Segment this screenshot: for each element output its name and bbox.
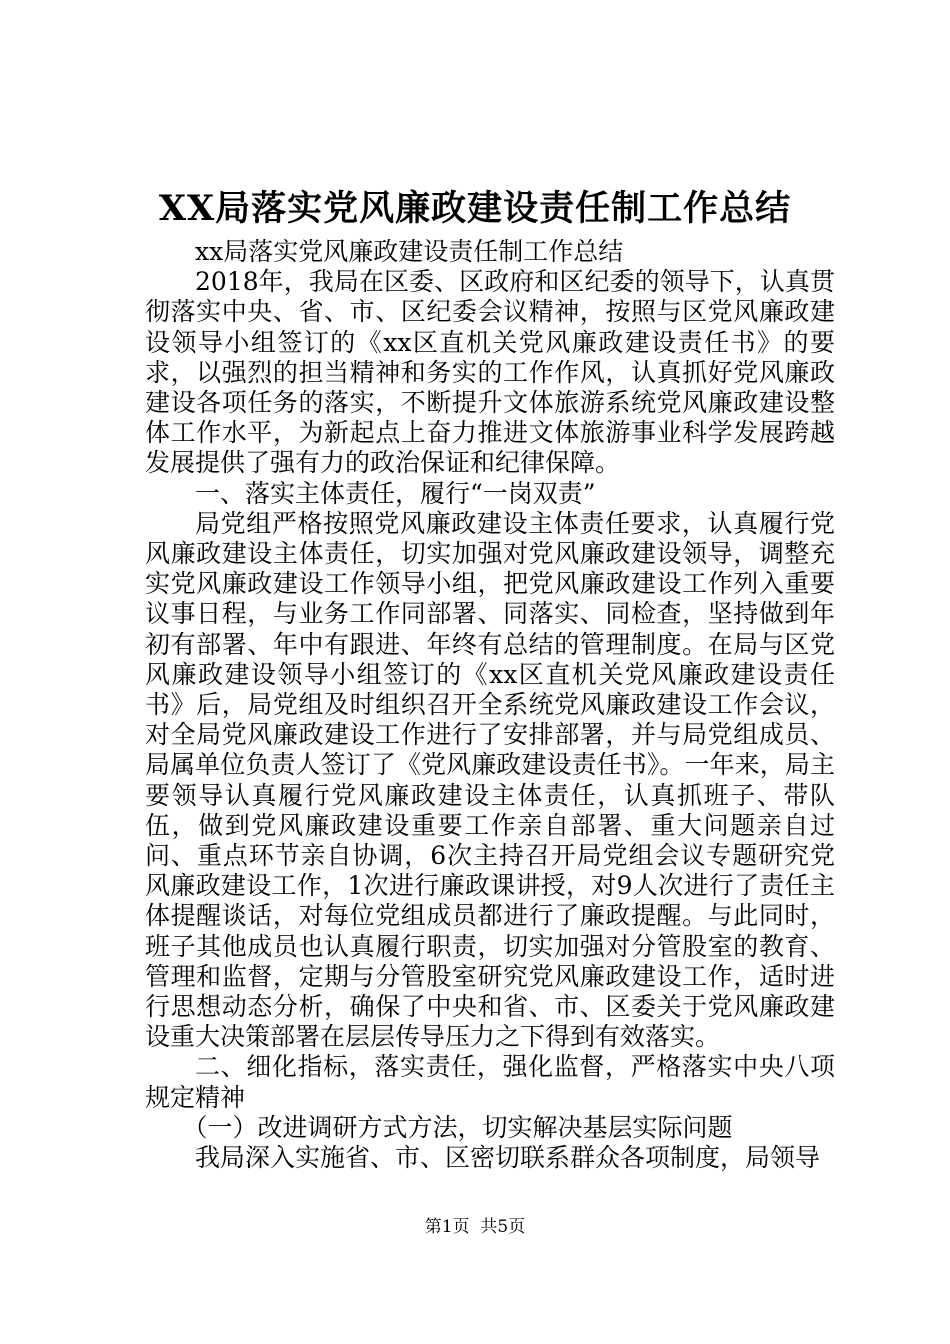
section-heading-2: 二、细化指标，落实责任，强化监督，严格落实中央八项规定精神: [145, 1052, 835, 1112]
page-footer: [0, 1216, 950, 1238]
page-number-label: 第1页 共5页: [424, 1217, 526, 1237]
section-1-paragraph: 局党组严格按照党风廉政建设主体责任要求，认真履行党风廉政建设主体责任，切实加强对党风廉政建设领导，调整充实党风廉政建设工作领导小组，把党风廉政建设工作列入重要议事日程，与业务工作同部署、同落实、同检查，坚持做到年初有部署、年中有跟进、年终有总结的管理制度。在局与区党风廉政建设领导小组签订的《xx区直机关党风廉政建设责任书》后，局党组及时组织召开全系统党风廉政建设工作会议，对全局党风廉政建设工作进行了安排部署，并与局党组成员、局属单位负责人签订了《党风廉政建设责任书》。一年来，局主要领导认真履行党风廉政建设主体责任，认真抓班子、带队伍，做到党风廉政建设重要工作亲自部署、重大问题亲自过问、重点环节亲自协调，6次主持召开局党组会议专题研究党风廉政建设工作，1次进行廉政课讲授，对9人次进行了责任主体提醒谈话，对每位党组成员都进行了廉政提醒。与此同时，班子其他成员也认真履行职责，切实加强对分管股室的教育、管理和监督，定期与分管股室研究党风廉政建设工作，适时进行思想动态分析，确保了中央和省、市、区委关于党风廉政建设重大决策部署在层层传导压力之下得到有效落实。: [145, 508, 835, 1052]
intro-paragraph: 2018年，我局在区委、区政府和区纪委的领导下，认真贯彻落实中央、省、市、区纪委会议精神，按照与区党风廉政建设领导小组签订的《xx区直机关党风廉政建设责任书》的要求，以强烈的担当精神和务实的工作作风，认真抓好党风廉政建设各项任务的落实，不断提升文体旅游系统党风廉政建设整体工作水平，为新起点上奋力推进文体旅游事业科学发展跨越发展提供了强有力的政治保证和纪律保障。: [145, 267, 835, 478]
section-heading-1: 一、落实主体责任，履行“一岗双责”: [195, 478, 596, 508]
subsection-2-1-paragraph: 我局深入实施省、市、区密切联系群众各项制度，局领导: [195, 1143, 821, 1173]
document-body: [145, 237, 835, 1173]
document-title: XX局落实党风廉政建设责任制工作总结: [158, 188, 792, 229]
subsection-heading-2-1: （一）改进调研方式方法，切实解决基层实际问题: [182, 1112, 733, 1142]
body-subtitle-paragraph: xx局落实党风廉政建设责任制工作总结: [195, 237, 624, 266]
